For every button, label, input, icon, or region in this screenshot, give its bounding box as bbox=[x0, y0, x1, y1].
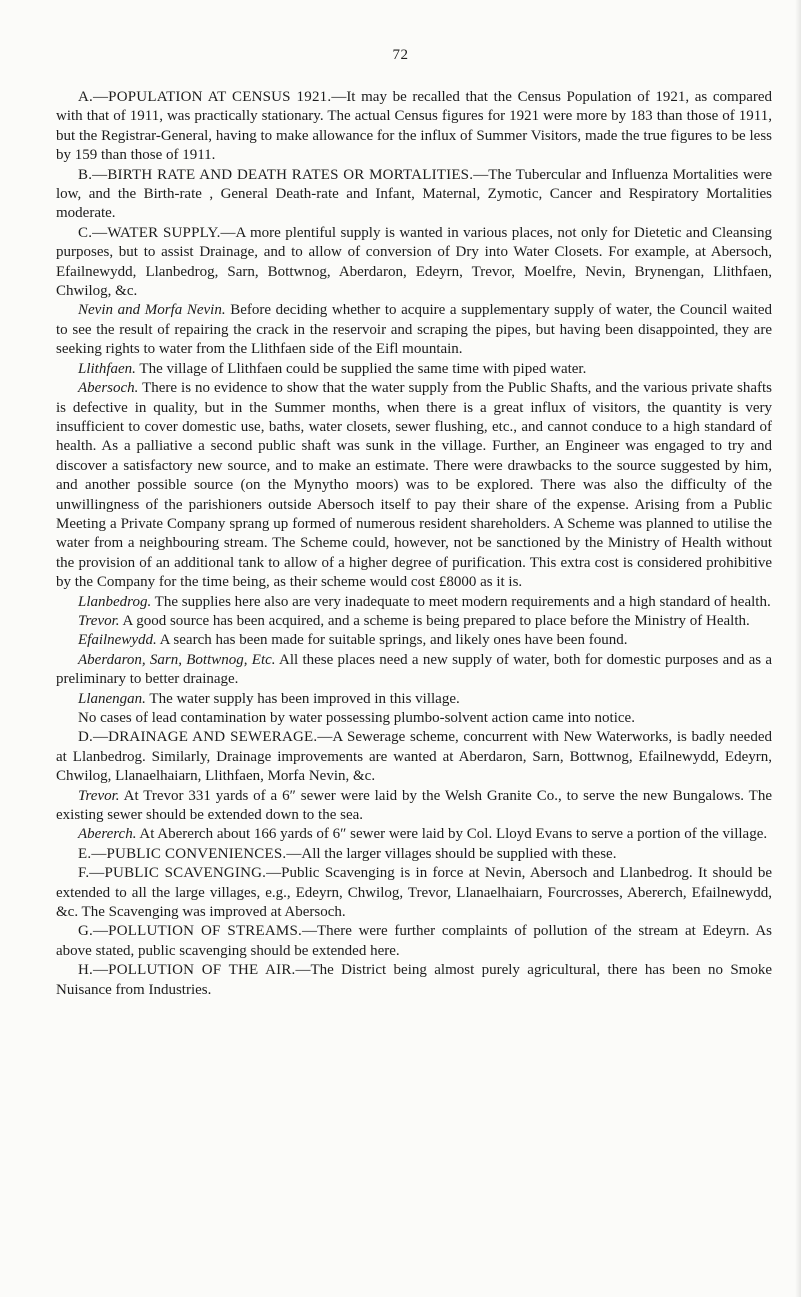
paragraph-public-conveniences bbox=[56, 845, 772, 864]
section-heading: F.—PUBLIC SCAVENGING. bbox=[78, 865, 267, 882]
paragraph-text: No cases of lead contamination by water possessing plumbo-solvent action came into notice. bbox=[78, 710, 635, 726]
section-heading: B.—BIRTH RATE AND DEATH RATES OR MORTALITIES. bbox=[78, 166, 474, 183]
paragraph-aberdaron bbox=[56, 651, 772, 690]
section-heading: C.—WATER SUPPLY. bbox=[78, 224, 221, 241]
report-body bbox=[56, 88, 772, 1000]
paragraph-llanengan bbox=[56, 690, 772, 709]
paragraph-drainage bbox=[56, 728, 772, 786]
paragraph-text: There is no evidence to show that the water supply from the Public Shafts, and the various private shafts is defective in quality, but in the Summer months, when there is a great influx of visitors, the quantity is very insufficient to cover domestic use, baths, water closets, sewer flushing, etc., and cannot conduce to a high standard of health. As a palliative a second public shaft was sunk in the village. Further, an Engineer was engaged to try and discover a satisfactory new source, and to make an estimate. There were drawbacks to the source suggested by him, and another possible source (on the Mynytho moors) was to be explored. There was also the difficulty of the unwillingness of the parishioners outside Abersoch itself to pay their share of the expense. Arising from a Public Meeting a Private Company sprang up formed of numerous resident shareholders. A Scheme was planned to utilise the water from a neighbouring stream. The Scheme could, however, not be sanctioned by the Ministry of Health without the provision of an additional tank to allow of a higher degree of purification. This extra cost is considered prohibitive by the Company for the time being, as their scheme would cost £8000 as it is. bbox=[56, 380, 772, 591]
place-name: Llanengan. bbox=[78, 690, 146, 707]
paragraph-pollution-streams bbox=[56, 922, 772, 961]
place-name: Trevor. bbox=[78, 612, 120, 629]
section-heading: A.—POPULATION AT CENSUS 1921. bbox=[78, 89, 332, 105]
paragraph-lead-contamination bbox=[56, 709, 772, 728]
paragraph-water-supply bbox=[56, 224, 772, 302]
paragraph-text: The water supply has been improved in this village. bbox=[145, 690, 460, 707]
paragraph-text: At Trevor 331 yards of a 6″ sewer were laid by the Welsh Granite Co., to serve the new Bungalows. The existing sewer should be extended down to the sea. bbox=[56, 787, 772, 824]
paragraph-abersoch bbox=[56, 379, 772, 592]
paragraph-text: At Abererch about 166 yards of 6″ sewer were laid by Col. Lloyd Evans to serve a portion of the village. bbox=[136, 826, 768, 843]
paragraph-text: The village of Llithfaen could be supplied the same time with piped water. bbox=[135, 360, 587, 377]
place-name: Aberdaron, Sarn, Bottwnog, Etc. bbox=[78, 651, 276, 668]
paragraph-trevor-sewer bbox=[56, 787, 772, 826]
section-heading: D.—DRAINAGE AND SEWERAGE. bbox=[78, 729, 318, 746]
paragraph-text: —A Sewerage scheme, concurrent with New Waterworks, is badly needed at Llanbedrog. Similarly, Drainage improvements are wanted at Aberdaron, Sarn, Bottwnog, Efailnewydd, Edeyrn, Chwilog, Llanaelhaiarn, Llithfaen, Morfa Nevin, &c. bbox=[56, 729, 772, 785]
paragraph-text: —It may be recalled that the Census Population of 1921, as compared with that of 1911, was practically stationary. The actual Census figures for 1921 were more by 183 than those of 1911, but the Registrar-General, having to make allowance for the influx of Summer Visitors, made the true figures to be less by 159 than those of 1911. bbox=[56, 89, 772, 164]
section-heading: G.—POLLUTION OF STREAMS. bbox=[78, 923, 302, 940]
paragraph-text: The supplies here also are very inadequate to meet modern requirements and a high standard of health. bbox=[151, 593, 771, 610]
paragraph-text: —The District being almost purely agricultural, there has been no Smoke Nuisance from Industries. bbox=[56, 962, 773, 998]
paragraph-llithfaen bbox=[56, 360, 772, 379]
paragraph-llanbedrog bbox=[56, 593, 772, 612]
place-name: Llithfaen. bbox=[78, 360, 136, 377]
page-number: 72 bbox=[392, 47, 409, 63]
place-name: Llanbedrog. bbox=[78, 593, 152, 610]
place-name: Efailnewydd. bbox=[78, 632, 157, 649]
paragraph-text: —The Tubercular and Influenza Mortalities were low, and the Birth-rate , General Death-rate and Infant, Maternal, Zymotic, Cancer and Respiratory Mortalities moderate. bbox=[56, 166, 772, 222]
paragraph-text: Before deciding whether to acquire a supplementary supply of water, the Council waited to see the result of repairing the crack in the reservoir and scraping the pipes, but having been disappointed, they are seeking rights to water from the Llithfaen side of the Eifl mountain. bbox=[56, 302, 772, 358]
paragraph-public-scavenging bbox=[56, 864, 772, 922]
paragraph-text: —Public Scavenging is in force at Nevin, Abersoch and Llanbedrog. It should be extended to all the large villages, e.g., Edeyrn, Chwilog, Trevor, Llanaelhaiarn, Fourcrosses, Abererch, Efailnewydd, &c. The Scavenging was improved at Abersoch. bbox=[56, 865, 773, 921]
paragraph-text: —A more plentiful supply is wanted in various places, not only for Dietetic and Cleansing purposes, but to assist Drainage, and to allow of conversion of Dry into Water Closets. For example, at Abersoch, Efailnewydd, Llanbedrog, Sarn, Bottwnog, Aberdaron, Edeyrn, Trevor, Moelfre, Nevin, Brynengan, Llithfaen, Chwilog, &c. bbox=[56, 224, 772, 300]
paragraph-text: —All the larger villages should be supplied with these. bbox=[286, 845, 617, 862]
section-heading: H.—POLLUTION OF THE AIR. bbox=[78, 962, 296, 979]
page-edge-shadow bbox=[795, 0, 801, 1297]
paragraph-text: A search has been made for suitable springs, and likely ones have been found. bbox=[156, 632, 628, 649]
paragraph-efailnewydd bbox=[56, 631, 772, 650]
place-name: Nevin and Morfa Nevin. bbox=[78, 302, 226, 319]
paragraph-text: All these places need a new supply of water, both for domestic purposes and as a preliminary to better drainage. bbox=[56, 651, 772, 688]
paragraph-population bbox=[56, 88, 772, 166]
paragraph-birth-death-rates bbox=[56, 166, 772, 224]
section-heading: E.—PUBLIC CONVENIENCES. bbox=[78, 845, 287, 862]
paragraph-nevin bbox=[56, 301, 772, 359]
place-name: Trevor. bbox=[78, 787, 120, 804]
paragraph-text: A good source has been acquired, and a scheme is being prepared to place before the Ministry of Health. bbox=[119, 612, 750, 629]
paragraph-trevor-water bbox=[56, 612, 772, 631]
paragraph-text: —There were further complaints of pollution of the stream at Edeyrn. As above stated, public scavenging should be extended here. bbox=[56, 923, 773, 959]
paragraph-abererch bbox=[56, 825, 772, 844]
place-name: Abersoch. bbox=[78, 380, 139, 397]
paragraph-pollution-air bbox=[56, 961, 772, 1000]
place-name: Abererch. bbox=[78, 826, 137, 843]
